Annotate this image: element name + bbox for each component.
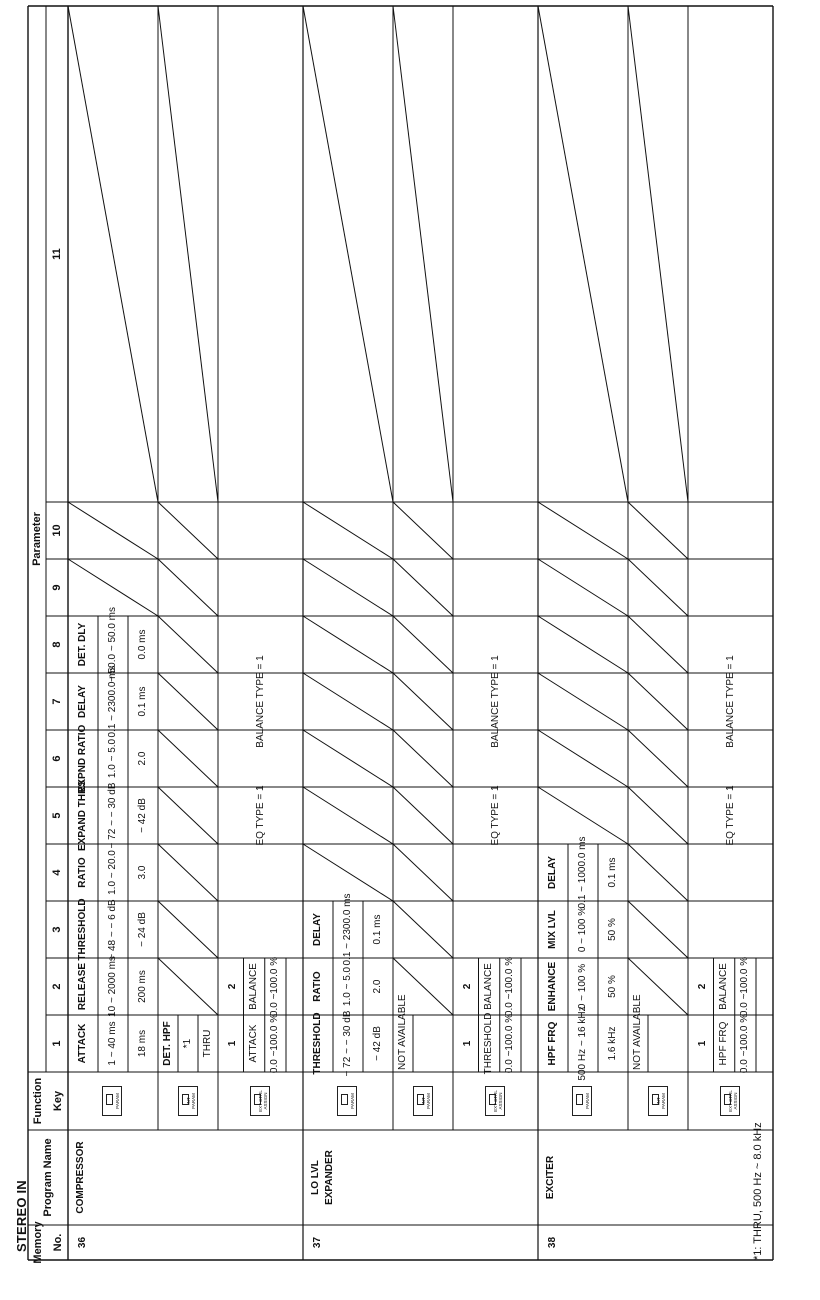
ext-column-number: 2	[226, 983, 238, 990]
empty-cell-diagonal	[393, 616, 453, 673]
ext-param-range: 0.0 ~100.0 %	[504, 1013, 516, 1074]
empty-cell-diagonal	[628, 844, 688, 901]
empty-cell-diagonal	[393, 559, 453, 616]
empty-cell-diagonal	[538, 673, 628, 730]
param-default: − 24 dB	[137, 912, 148, 947]
param-default: − 42 dB	[372, 1026, 383, 1061]
empty-cell-diagonal	[628, 787, 688, 844]
param-default: 0.1 ms	[372, 914, 383, 945]
param-name: MIX LVL	[547, 910, 558, 949]
empty-cell-diagonal	[68, 6, 158, 502]
ext-param-range: 0.0 ~100.0 %	[739, 1013, 751, 1074]
empty-cell-diagonal	[393, 901, 453, 958]
empty-cell-diagonal	[628, 6, 688, 502]
param-range: − 48 ~ − 6 dB	[107, 899, 118, 960]
param-default: 18 ms	[137, 1029, 148, 1058]
header-memory: Memory	[31, 1221, 44, 1264]
param-range: 1 ~ 40 ms	[107, 1021, 118, 1066]
column-number-3: 3	[50, 926, 63, 933]
ext-column-number: 1	[226, 1040, 238, 1047]
empty-cell-diagonal	[628, 730, 688, 787]
int-param-key-icon: INT PARAM	[648, 1086, 668, 1116]
ext-column-number: 2	[696, 983, 708, 990]
empty-cell-diagonal	[628, 673, 688, 730]
int-param-default: THRU	[202, 1029, 213, 1058]
column-number-8: 8	[50, 641, 63, 648]
param-name: DELAY	[77, 685, 88, 718]
eq-type: EQ TYPE = 1	[489, 785, 501, 846]
ext-param-name: HPF FRQ	[718, 1021, 730, 1066]
param-default: 50 %	[607, 918, 618, 941]
column-number-1: 1	[50, 1040, 63, 1047]
param-key-icon: PARAM	[337, 1086, 357, 1116]
int-param-range: *1	[182, 1038, 193, 1049]
param-default: 0.1 ms	[607, 857, 618, 888]
empty-cell-diagonal	[158, 844, 218, 901]
ext-param-range: 0.0 ~100.0 %	[269, 956, 281, 1017]
param-range: 1.0 ~ 5.0	[107, 738, 118, 779]
empty-cell-diagonal	[538, 787, 628, 844]
empty-cell-diagonal	[68, 502, 158, 559]
empty-cell-diagonal	[158, 502, 218, 559]
param-name: ATTACK	[77, 1023, 88, 1064]
param-name: EXPAND THRS	[77, 780, 88, 851]
int-param-key-icon: INT PARAM	[178, 1086, 198, 1116]
empty-cell-diagonal	[628, 901, 688, 958]
header-no: No.	[51, 1233, 64, 1252]
param-range: − 50.0 ~ 50.0 ms	[107, 606, 118, 683]
empty-cell-diagonal	[303, 844, 393, 901]
ext-key-icon: EXT CTRL ASSIGN	[485, 1086, 505, 1116]
param-default: 2.0	[372, 979, 383, 994]
empty-cell-diagonal	[158, 901, 218, 958]
ext-column-number: 1	[461, 1040, 473, 1047]
param-name: DELAY	[547, 856, 558, 889]
footnote: *1: THRU, 500 Hz ~ 8.0 kHz	[752, 1122, 764, 1260]
empty-cell-diagonal	[393, 844, 453, 901]
column-number-10: 10	[50, 524, 63, 537]
empty-cell-diagonal	[538, 730, 628, 787]
column-number-9: 9	[50, 584, 63, 591]
param-name: ENHANCE	[547, 961, 558, 1012]
program-number: 38	[547, 1236, 558, 1249]
param-default: 1.6 kHz	[607, 1026, 618, 1061]
ext-param-name: BALANCE	[718, 963, 730, 1010]
param-range: 10 ~ 2000 ms	[107, 956, 118, 1017]
balance-type: BALANCE TYPE = 1	[724, 655, 736, 748]
column-number-11: 11	[50, 248, 63, 260]
empty-cell-diagonal	[538, 502, 628, 559]
param-range: 0.1 ~ 1000.0 ms	[577, 836, 588, 909]
param-range: 1.0 ~ 20.0	[107, 850, 118, 895]
param-name: DELAY	[312, 913, 323, 946]
column-number-6: 6	[50, 755, 63, 762]
int-not-available: NOT AVAILABLE	[632, 994, 643, 1070]
program-number: 37	[312, 1236, 323, 1249]
empty-cell-diagonal	[393, 6, 453, 502]
param-range: 0 ~ 100 %	[577, 963, 588, 1010]
empty-cell-diagonal	[393, 730, 453, 787]
balance-type: BALANCE TYPE = 1	[489, 655, 501, 748]
column-number-2: 2	[50, 983, 63, 990]
ext-param-range: 0.0 ~100.0 %	[269, 1013, 281, 1074]
eq-type: EQ TYPE = 1	[724, 785, 736, 846]
param-range: 500 Hz ~ 16 kHz	[577, 1006, 588, 1081]
param-name: RATIO	[77, 857, 88, 888]
empty-cell-diagonal	[303, 616, 393, 673]
param-default: 0.1 ms	[137, 686, 148, 717]
eq-type: EQ TYPE = 1	[254, 785, 266, 846]
program-name: EXPANDER	[324, 1150, 335, 1205]
column-number-7: 7	[50, 698, 63, 705]
param-range: 0.1 ~ 2300.0 ms	[342, 893, 353, 966]
param-name: THRESHOLD	[312, 1012, 323, 1075]
param-key-icon: PARAM	[572, 1086, 592, 1116]
int-not-available: NOT AVAILABLE	[397, 994, 408, 1070]
param-default: − 42 dB	[137, 798, 148, 833]
empty-cell-diagonal	[538, 559, 628, 616]
int-param-name: DET. HPF	[162, 1021, 173, 1066]
param-range: 1.0 ~ 5.0	[342, 966, 353, 1007]
empty-cell-diagonal	[303, 559, 393, 616]
empty-cell-diagonal	[393, 787, 453, 844]
empty-cell-diagonal	[158, 559, 218, 616]
param-default: 200 ms	[137, 970, 148, 1003]
ext-key-icon: EXT CTRL ASSIGN	[720, 1086, 740, 1116]
ext-param-range: 0.0 ~100.0 %	[504, 956, 516, 1017]
int-param-key-icon: INT PARAM	[413, 1086, 433, 1116]
empty-cell-diagonal	[628, 616, 688, 673]
empty-cell-diagonal	[158, 958, 218, 1015]
param-default: 3.0	[137, 865, 148, 880]
empty-cell-diagonal	[303, 502, 393, 559]
param-key-icon: PARAM	[102, 1086, 122, 1116]
column-number-5: 5	[50, 812, 63, 819]
empty-cell-diagonal	[393, 502, 453, 559]
empty-cell-diagonal	[393, 673, 453, 730]
param-name: HPF FRQ	[547, 1021, 558, 1066]
empty-cell-diagonal	[158, 787, 218, 844]
header-function: Function	[31, 1077, 44, 1125]
program-name: EXCITER	[545, 1155, 556, 1200]
column-number-4: 4	[50, 869, 63, 876]
section-title: STEREO IN	[14, 1180, 29, 1252]
param-range: − 72 ~ − 30 dB	[342, 1010, 353, 1077]
empty-cell-diagonal	[538, 616, 628, 673]
param-name: THRESHOLD	[77, 898, 88, 961]
empty-cell-diagonal	[628, 559, 688, 616]
ext-key-icon: EXT CTRL ASSIGN	[250, 1086, 270, 1116]
program-name: COMPRESSOR	[75, 1141, 86, 1214]
ext-param-name: BALANCE	[483, 963, 495, 1010]
empty-cell-diagonal	[158, 616, 218, 673]
header-program-name: Program Name	[41, 1138, 54, 1217]
param-name: DET. DLY	[77, 622, 88, 667]
param-name: RATIO	[312, 971, 323, 1002]
param-default: 50 %	[607, 975, 618, 998]
program-number: 36	[77, 1236, 88, 1249]
ext-param-name: ATTACK	[248, 1024, 260, 1063]
param-range: − 72 ~ − 30 dB	[107, 782, 118, 849]
param-range: 0 ~ 100 %	[577, 906, 588, 953]
header-parameter: Parameter	[30, 512, 43, 566]
empty-cell-diagonal	[538, 6, 628, 502]
param-name: EXPND RATIO	[77, 724, 88, 793]
program-name: LO LVL	[310, 1160, 321, 1195]
ext-param-name: THRESHOLD	[483, 1012, 495, 1075]
ext-column-number: 2	[461, 983, 473, 990]
param-default: 0.0 ms	[137, 629, 148, 660]
empty-cell-diagonal	[158, 673, 218, 730]
balance-type: BALANCE TYPE = 1	[254, 655, 266, 748]
header-key: Key	[51, 1090, 64, 1112]
param-range: 0.1 ~ 2300.0 ms	[107, 665, 118, 738]
empty-cell-diagonal	[303, 673, 393, 730]
param-name: RELEASE	[77, 962, 88, 1011]
empty-cell-diagonal	[158, 730, 218, 787]
empty-cell-diagonal	[303, 787, 393, 844]
ext-column-number: 1	[696, 1040, 708, 1047]
empty-cell-diagonal	[303, 6, 393, 502]
ext-param-name: BALANCE	[248, 963, 260, 1010]
empty-cell-diagonal	[303, 730, 393, 787]
param-default: 2.0	[137, 751, 148, 766]
ext-param-range: 0.0 ~100.0 %	[739, 956, 751, 1017]
empty-cell-diagonal	[628, 502, 688, 559]
empty-cell-diagonal	[158, 6, 218, 502]
